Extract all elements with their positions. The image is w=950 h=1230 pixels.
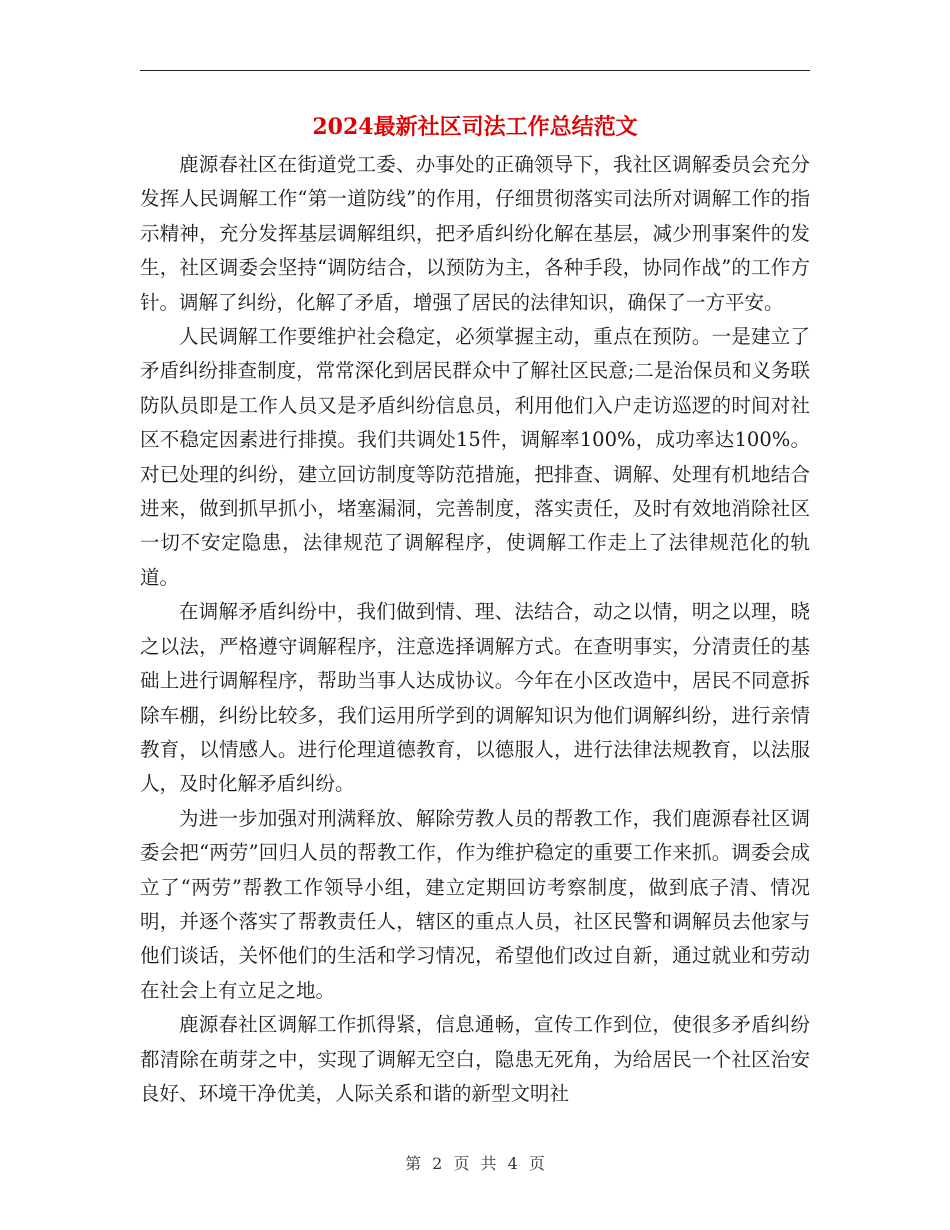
paragraph-3: 在调解矛盾纠纷中，我们做到情、理、法结合，动之以情，明之以理，晓之以法，严格遵守调解程序，注意选择调解方式。在查明事实，分清责任的基础上进行调解程序，帮助当事人达成协议。今年在小区改造中，居民不同意拆除车棚，纠纷比较多，我们运用所学到的调解知识为他们调解纠纷，进行亲情教育，以情感人。进行伦理道德教育，以德服人，进行法律法规教育，以法服人，及时化解矛盾纠纷。 [140, 600, 810, 796]
paragraph-4: 为进一步加强对刑满释放、解除劳教人员的帮教工作，我们鹿源春社区调委会把“两劳”回归人员的帮教工作，作为维护稳定的重要工作来抓。调委会成立了“两劳”帮教工作领导小组，建立定期回访考察制度，做到底子清、情况明，并逐个落实了帮教责任人，辖区的重点人员，社区民警和调解员去他家与他们谈话，关怀他们的生活和学习情况，希望他们改过自新，通过就业和劳动在社会上有立足之地。 [140, 806, 810, 1002]
paragraph-5: 鹿源春社区调解工作抓得紧，信息通畅，宣传工作到位，使很多矛盾纠纷都清除在萌芽之中，实现了调解无空白，隐患无死角，为给居民一个社区治安良好、环境干净优美，人际关系和谐的新型文明社 [140, 1013, 810, 1105]
document-body [140, 148, 810, 1111]
paragraph-1: 鹿源春社区在街道党工委、办事处的正确领导下，我社区调解委员会充分发挥人民调解工作“第一道防线”的作用，仔细贯彻落实司法所对调解工作的指示精神，充分发挥基层调解组织，把矛盾纠纷化解在基层，减少刑事案件的发生，社区调委会坚持“调防结合，以预防为主，各种手段，协同作战”的工作方针。调解了纠纷，化解了矛盾，增强了居民的法律知识，确保了一方平安。 [140, 153, 810, 314]
paragraph-2: 人民调解工作要维护社会稳定，必须掌握主动，重点在预防。一是建立了矛盾纠纷排查制度，常常深化到居民群众中了解社区民意;二是治保员和义务联防队员即是工作人员又是矛盾纠纷信息员，利用他们入户走访巡逻的时间对社区不稳定因素进行排摸。我们共调处15件，调解率100%，成功率达100%。对已处理的纠纷，建立回访制度等防范措施，把排查、调解、处理有机地结合进来，做到抓早抓小，堵塞漏洞，完善制度，落实责任，及时有效地消除社区一切不安定隐患，法律规范了调解程序，使调解工作走上了法律规范化的轨道。 [140, 325, 810, 589]
page-number-footer: 第 2 页 共 4 页 [405, 1154, 545, 1173]
header-rule [140, 70, 810, 71]
document-title: 2024最新社区司法工作总结范文 [312, 114, 638, 140]
